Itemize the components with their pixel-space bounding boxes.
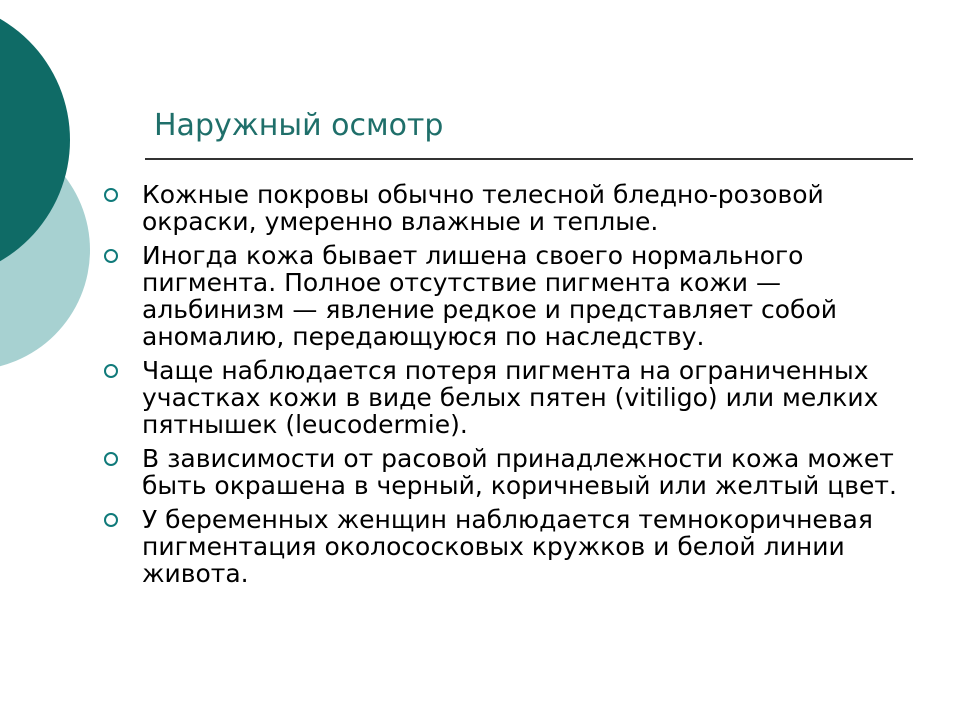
bullet-text: В зависимости от расовой принадлежности кожа может быть окрашена в черный, коричневый или желтый цвет. <box>142 444 897 500</box>
bullet-text: Чаще наблюдается потеря пигмента на ограниченных участках кожи в виде белых пятен (vitiligo) или мелких пятнышек (leucodermie). <box>142 356 879 439</box>
slide-title: Наружный осмотр <box>154 108 444 143</box>
bullet-text: У беременных женщин наблюдается темнокоричневая пигментация околососковых кружков и белой линии живота. <box>142 505 873 588</box>
bullet-item-5 <box>104 506 904 587</box>
bullet-circle-icon <box>104 513 118 527</box>
bullet-item-4 <box>104 445 904 499</box>
bullet-item-1 <box>104 181 904 235</box>
bullet-circle-icon <box>104 188 118 202</box>
bullet-list <box>104 181 904 594</box>
bullet-text: Иногда кожа бывает лишена своего нормального пигмента. Полное отсутствие пигмента кожи — альбинизм — явление редкое и представляет собой аномалию, передающуюся по наследству. <box>142 241 837 351</box>
bullet-item-3 <box>104 357 904 438</box>
bullet-circle-icon <box>104 249 118 263</box>
title-divider <box>145 158 913 160</box>
bullet-item-2 <box>104 242 904 350</box>
bullet-circle-icon <box>104 364 118 378</box>
bullet-circle-icon <box>104 452 118 466</box>
bullet-text: Кожные покровы обычно телесной бледно-розовой окраски, умеренно влажные и теплые. <box>142 180 824 236</box>
